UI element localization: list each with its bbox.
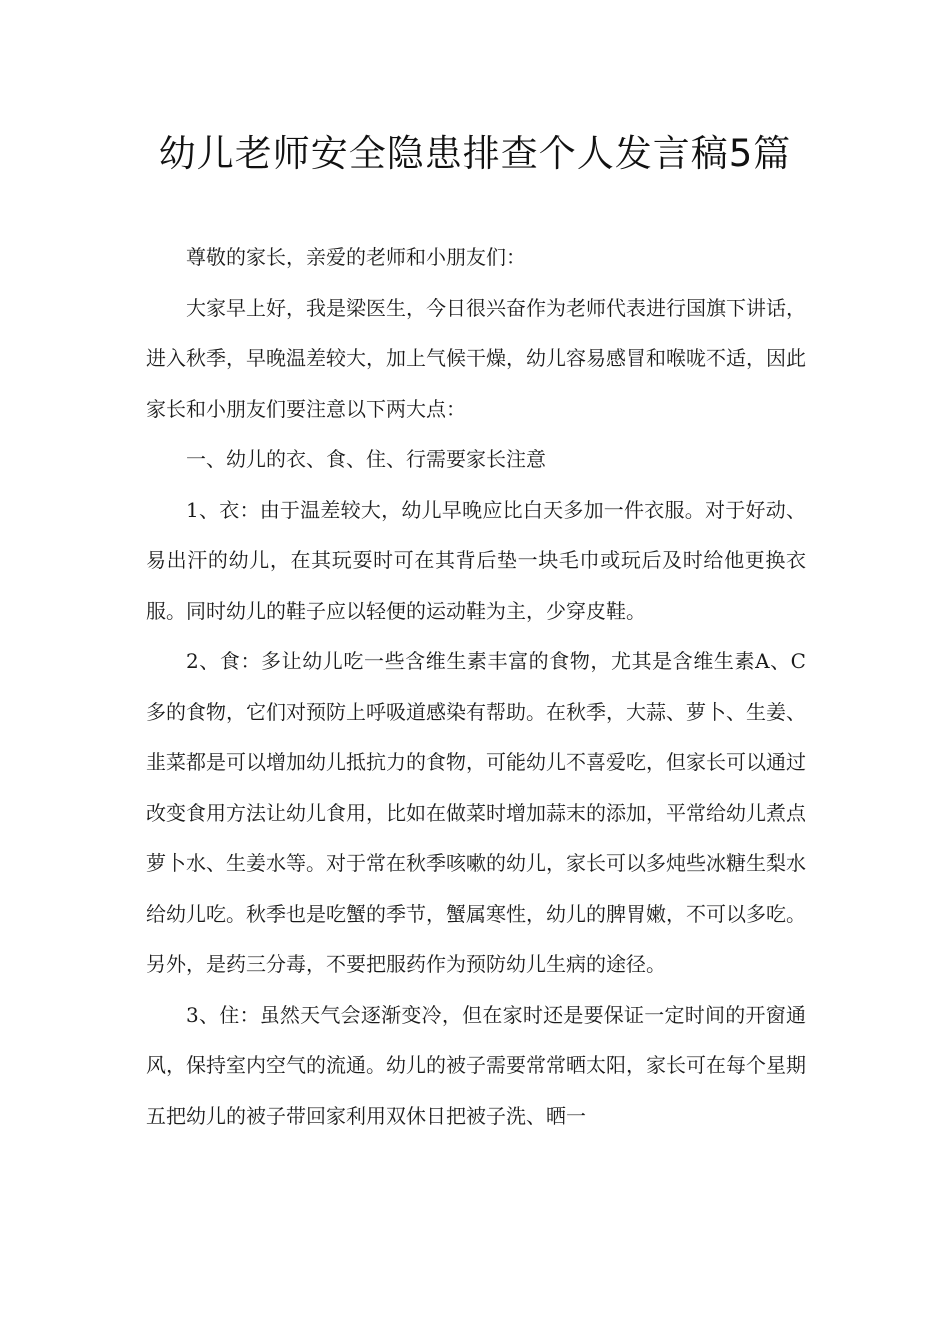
- document-title: 幼儿老师安全隐患排查个人发言稿5篇: [158, 132, 792, 175]
- paragraph-housing: 3、住：虽然天气会逐渐变冷，但在家时还是要保证一定时间的开窗通风，保持室内空气的流通。幼儿的被子需要常常晒太阳，家长可在每个星期五把幼儿的被子带回家利用双休日把被子洗、晒一: [146, 1002, 806, 1128]
- paragraph-food: 2、食：多让幼儿吃一些含维生素丰富的食物，尤其是含维生素A、C多的食物，它们对预防上呼吸道感染有帮助。在秋季，大蒜、萝卜、生姜、韭菜都是可以增加幼儿抵抗力的食物，可能幼儿不喜爱吃，但家长可以通过改变食用方法让幼儿食用，比如在做菜时增加蒜末的添加，平常给幼儿煮点萝卜水、生姜水等。对于常在秋季咳嗽的幼儿，家长可以多炖些冰糖生梨水给幼儿吃。秋季也是吃蟹的季节，蟹属寒性，幼儿的脾胃嫩，不可以多吃。另外，是药三分毒，不要把服药作为预防幼儿生病的途径。: [146, 649, 806, 976]
- paragraph-intro: 大家早上好，我是梁医生，今日很兴奋作为老师代表进行国旗下讲话，进入秋季，早晚温差较大，加上气候干燥，幼儿容易感冒和喉咙不适，因此家长和小朋友们要注意以下两大点：: [146, 295, 806, 421]
- paragraph-section-heading: 一、幼儿的衣、食、住、行需要家长注意: [186, 447, 546, 471]
- paragraph-greeting: 尊敬的家长，亲爱的老师和小朋友们：: [186, 245, 526, 269]
- document-body: [146, 232, 806, 1141]
- paragraph-clothing: 1、衣：由于温差较大，幼儿早晚应比白天多加一件衣服。对于好动、易出汗的幼儿，在其玩耍时可在其背后垫一块毛巾或玩后及时给他更换衣服。同时幼儿的鞋子应以轻便的运动鞋为主，少穿皮鞋。: [146, 497, 806, 623]
